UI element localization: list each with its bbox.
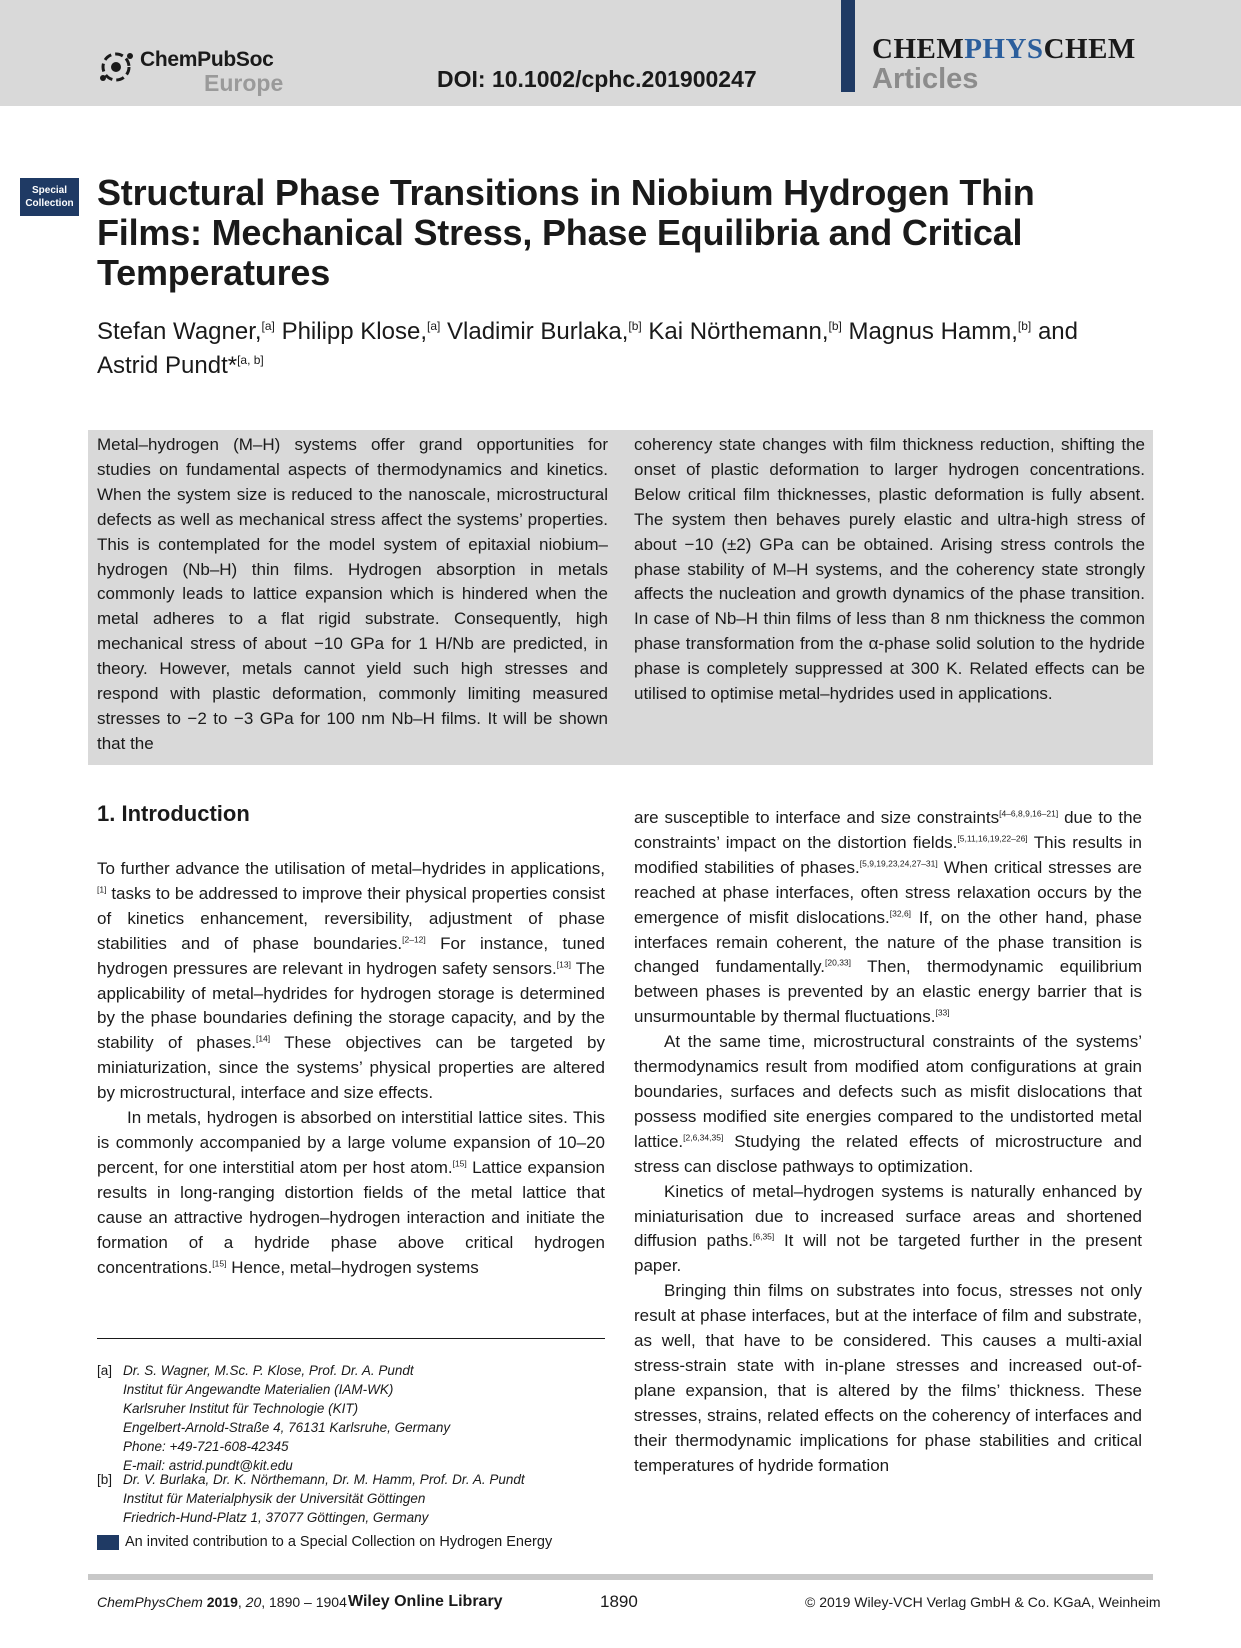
article-title: Structural Phase Transitions in Niobium Hydrogen Thin Films: Mechanical Stress, Phase Equilibria and Critical Temperatures	[97, 172, 1035, 293]
author-name: Stefan Wagner,	[97, 318, 262, 345]
affiliation-line: Dr. V. Burlaka, Dr. K. Nörthemann, Dr. M. Hamm, Prof. Dr. A. Pundt	[123, 1472, 525, 1487]
body-paragraph: In metals, hydrogen is absorbed on interstitial lattice sites. This is commonly accompanied by a large volume expansion of 10–20 percent, for one interstitial atom per host atom.[15] Lattice expansion results in long-ranging distortion fields of the metal lattice that cause an attractive hydrogen–hydrogen interaction and initiate the formation of a hydride phase above critical hydrogen concentrations.[15] Hence, metal–hydrogen systems	[97, 1108, 605, 1277]
chempubsoc-logo-icon	[97, 48, 135, 86]
journal-name-part1: CHEM	[872, 33, 965, 65]
citation-reference[interactable]: [6,35]	[753, 1231, 775, 1242]
citation-reference[interactable]: [2–12]	[402, 934, 426, 945]
footer-volume: 20	[245, 1594, 262, 1610]
body-paragraph: Bringing thin films on substrates into focus, stresses not only result at phase interfaces, but at the interface of film and substrate, as well, that have to be considered. This causes a multi-axial stress-strain state with in-plane stresses and increased out-of-plane expansion, that is altered by the films’ thickness. These stresses, strains, related effects on the coherency of interfaces and their thermodynamic implications for phase stabilities and critical temperatures of hydride formation	[634, 1281, 1142, 1475]
author-affiliation-marker: [b]	[828, 319, 842, 333]
affiliation-line: Engelbert-Arnold-Straße 4, 76131 Karlsruhe, Germany	[123, 1420, 451, 1435]
author-name: Magnus Hamm,	[848, 318, 1018, 345]
footer-citation: ChemPhysChem 2019, 20, 1890 – 1904	[97, 1594, 347, 1610]
citation-reference[interactable]: [15]	[212, 1257, 227, 1268]
copyright-notice: © 2019 Wiley-VCH Verlag GmbH & Co. KGaA, Weinheim	[805, 1594, 1161, 1610]
affiliation-email[interactable]: E-mail: astrid.pundt@kit.edu	[123, 1458, 293, 1473]
footer-divider	[88, 1574, 1153, 1580]
citation-reference[interactable]: [4–6,8,9,16–21]	[999, 808, 1059, 819]
citation-reference[interactable]: [14]	[255, 1033, 271, 1044]
special-collection-mini-icon	[97, 1535, 119, 1550]
affiliation-tag: [a]	[97, 1363, 113, 1378]
affiliation-line: Dr. S. Wagner, M.Sc. P. Klose, Prof. Dr. A. Pundt	[123, 1363, 414, 1378]
footer-journal: ChemPhysChem	[97, 1594, 203, 1610]
affiliation-line: Institut für Angewandte Materialien (IAM-WK)	[123, 1382, 394, 1397]
publisher-logo-top-text: ChemPubSoc	[140, 48, 274, 71]
author-name: Kai Nörthemann,	[648, 318, 829, 345]
journal-name-part2: PHYS	[964, 33, 1044, 65]
citation-reference[interactable]: [33]	[935, 1007, 950, 1018]
author-name: Philipp Klose,	[281, 318, 427, 345]
author-affiliation-marker: [a]	[261, 319, 275, 333]
footer-year: 2019	[206, 1594, 238, 1610]
badge-line2: Collection	[25, 198, 74, 209]
body-left-column	[97, 857, 605, 1280]
author-name: and Astrid Pundt*	[97, 318, 1078, 379]
body-right-column	[634, 806, 1142, 1478]
abstract-left-column: Metal–hydrogen (M–H) systems offer grand opportunities for studies on fundamental aspects of thermodynamics and kinetics. When the system size is reduced to the nanoscale, microstructural defects as well as mechanical stress affect the systems’ properties. This is contemplated for the model system of epitaxial niobium–hydrogen (Nb–H) thin films. Hydrogen absorption in metals commonly leads to lattice expansion which is hindered when the metal adheres to a flat rigid substrate. Consequently, high mechanical stress of about −10 GPa for 1 H/Nb are predicted, in theory. However, metals cannot yield such high stresses and respond with plastic deformation, commonly limiting measured stresses to −2 to −3 GPa for 100 nm Nb–H films. It will be shown that the	[97, 435, 608, 753]
footer-pages: , 1890 – 1904	[261, 1594, 347, 1610]
citation-reference[interactable]: [32,6]	[889, 907, 912, 918]
citation-reference[interactable]: [5,11,16,19,22–26]	[957, 833, 1028, 844]
citation-reference[interactable]: [13]	[556, 958, 571, 969]
publisher-logo	[97, 44, 287, 94]
citation-reference[interactable]: [5,9,19,23,24,27–31]	[859, 858, 938, 869]
affiliation-b	[97, 1470, 605, 1527]
journal-name-part3: CHEM	[1043, 33, 1136, 65]
author-affiliation-marker: [a]	[426, 319, 441, 333]
doi[interactable]: DOI: 10.1002/cphc.201900247	[437, 66, 757, 92]
invited-note-text: An invited contribution to a Special Collection on Hydrogen Energy	[125, 1534, 553, 1550]
page-number: 1890	[600, 1592, 638, 1611]
author-affiliation-marker: [b]	[628, 319, 642, 333]
affiliation-line: Phone: +49-721-608-42345	[123, 1439, 289, 1454]
footnote-divider	[97, 1338, 605, 1339]
citation-reference[interactable]: [20,33]	[825, 957, 852, 968]
affiliation-line: Friedrich-Hund-Platz 1, 37077 Göttingen, Germany	[123, 1510, 429, 1525]
body-paragraph: To further advance the utilisation of metal–hydrides in applications,[1] tasks to be addressed to improve their physical properties consist of kinetics enhancement, reversibility, adjustment of phase stabilities and of phase boundaries.[2–12] For instance, tuned hydrogen pressures are relevant in hydrogen safety sensors.[13] The applicability of metal–hydrides for hydrogen storage is determined by the phase boundaries defining the storage capacity, and by the stability of phases.[14] These objectives can be targeted by miniaturization, since the systems’ physical properties are altered by microstructural, interface and size effects.	[97, 859, 606, 1103]
citation-reference[interactable]: [1]	[97, 884, 107, 895]
special-collection-badge	[20, 178, 79, 216]
wiley-online-library-link[interactable]: Wiley Online Library	[348, 1593, 503, 1610]
badge-line1: Special	[31, 185, 68, 196]
body-paragraph: are susceptible to interface and size constraints[4–6,8,9,16–21] due to the constraints’ impact on the distortion fields.[5,11,16,19,22–26] This results in modified stabilities of phases.[5,9,19,23,24,27–31] When critical stresses are reached at phase interfaces, often stress relaxation occurs by the emergence of misfit dislocations.[32,6] If, on the other hand, phase interfaces remain coherent, the nature of the phase transition is changed fundamentally.[20,33] Then, thermodynamic equilibrium between phases is prevented by an elastic energy barrier that is unsurmountable by thermal fluctuations.[33]	[634, 808, 1143, 1027]
author-name: Vladimir Burlaka,	[447, 318, 629, 345]
author-affiliation-marker: [b]	[1017, 319, 1032, 333]
affiliation-tag: [b]	[97, 1472, 113, 1487]
citation-reference[interactable]: [2,6,34,35]	[683, 1132, 724, 1143]
section-heading-introduction: 1. Introduction	[97, 801, 250, 826]
invited-contribution-note	[97, 1534, 605, 1550]
affiliation-line: Karlsruher Institut für Technologie (KIT)	[123, 1401, 359, 1416]
citation-reference[interactable]: [15]	[452, 1158, 467, 1169]
body-paragraph: At the same time, microstructural constraints of the systems’ thermodynamics result from modified atom configurations at grain boundaries, surfaces and defects such as misfit dislocations that possess modified site energies compared to the undistorted metal lattice.[2,6,34,35] Studying the related effects of microstructure and stress can disclose pathways to optimization.	[634, 1032, 1142, 1176]
author-list	[97, 315, 1107, 383]
journal-section: Articles	[872, 63, 979, 95]
publisher-logo-bottom-text: Europe	[204, 70, 284, 96]
body-paragraph: Kinetics of metal–hydrogen systems is naturally enhanced by miniaturisation due to increased surface areas and shortened diffusion paths.[6,35] It will not be targeted further in the present paper.	[634, 1181, 1142, 1276]
abstract-right-column: coherency state changes with film thickness reduction, shifting the onset of plastic deformation to larger hydrogen concentrations. Below critical film thicknesses, plastic deformation is fully absent. The system then behaves purely elastic and ultra-high stress of about −10 (±2) GPa can be obtained. Arising stress controls the phase stability of M–H systems, and the coherency state strongly affects the nucleation and growth dynamics of the phase transition. In case of Nb–H thin films of less than 8 nm thickness the common phase transformation from the α-phase solid solution to the hydride phase is completely suppressed at 300 K. Related effects can be utilised to optimise metal–hydrides used in applications.	[634, 435, 1145, 704]
affiliation-line: Institut für Materialphysik der Universität Göttingen	[123, 1491, 426, 1506]
affiliation-a	[97, 1361, 605, 1475]
author-affiliation-marker: [a, b]	[237, 353, 264, 367]
journal-name	[872, 33, 1136, 66]
journal-accent-bar	[841, 0, 855, 92]
